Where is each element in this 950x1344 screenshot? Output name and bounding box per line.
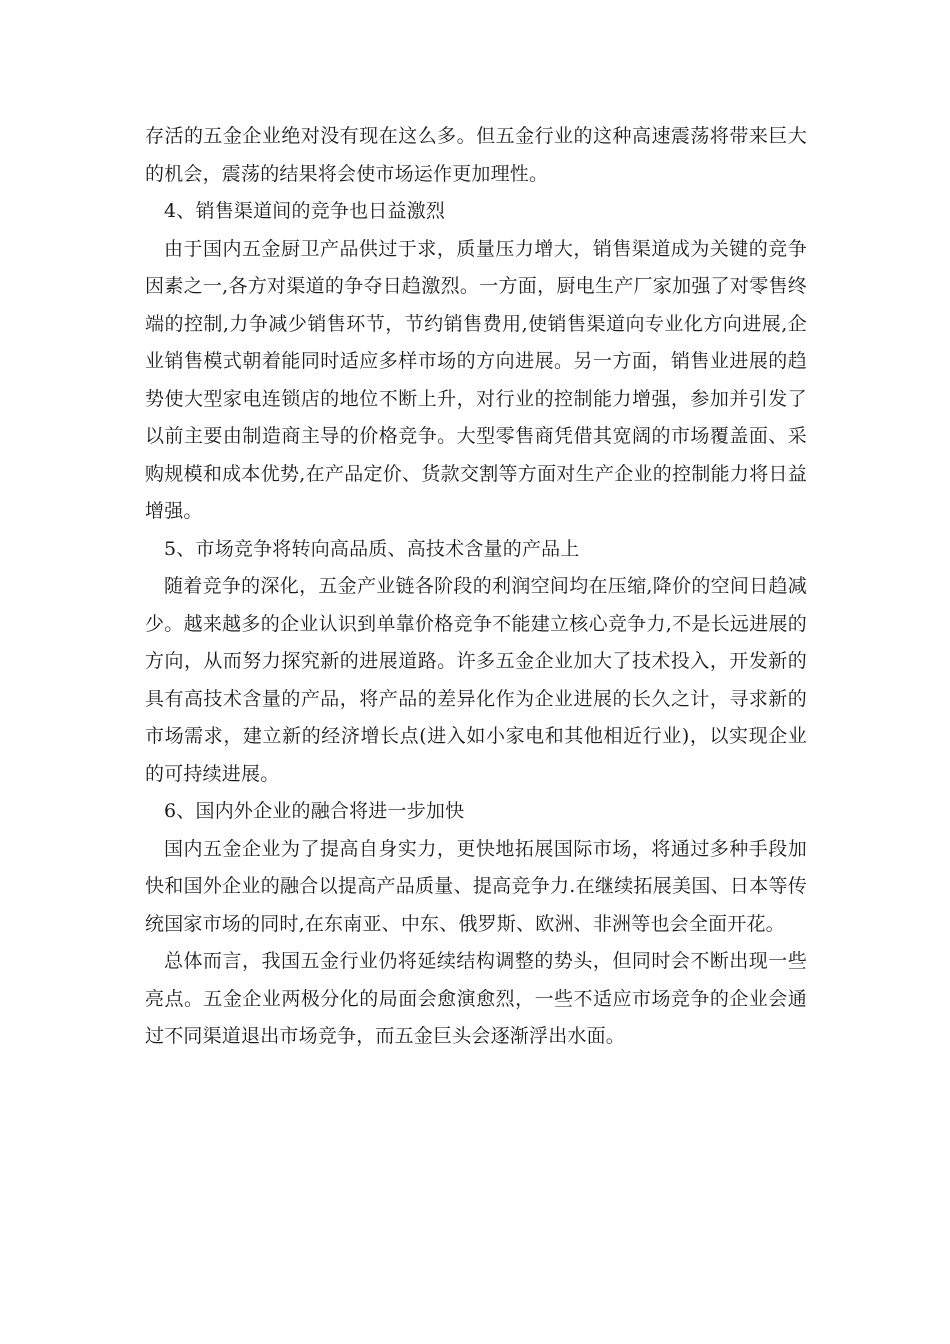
- document-body: [145, 118, 807, 1056]
- paragraph-integration: 国内五金企业为了提高自身实力，更快地拓展国际市场，将通过多种手段加快和国外企业的融合以提高产品质量、提高竞争力.在继续拓展美国、日本等传统国家市场的同时,在东南亚、中东、俄罗斯、欧洲、非洲等也会全面开花。: [145, 837, 807, 935]
- paragraph-sales-channel: 由于国内五金厨卫产品供过于求，质量压力增大，销售渠道成为关键的竞争因素之一,各方对渠道的争夺日趋激烈。一方面，厨电生产厂家加强了对零售终端的控制,力争减少销售环节，节约销售费用,使销售渠道向专业化方向进展,企业销售模式朝着能同时适应多样市场的方向进展。另一方面，销售业进展的趋势使大型家电连锁店的地位不断上升，对行业的控制能力增强，参加并引发了以前主要由制造商主导的价格竞争。大型零售商凭借其宽阔的市场覆盖面、采购规模和成本优势,在产品定价、货款交割等方面对生产企业的控制能力将日益增强。: [145, 237, 807, 522]
- heading-6-domestic-foreign-integration: 6、国内外企业的融合将进一步加快: [164, 800, 465, 822]
- heading-4-sales-channel-competition: 4、销售渠道间的竞争也日益激烈: [164, 200, 446, 222]
- paragraph-summary: 总体而言，我国五金行业仍将延续结构调整的势头，但同时会不断出现一些亮点。五金企业两极分化的局面会愈演愈烈，一些不适应市场竞争的企业会通过不同渠道退出市场竞争，而五金巨头会逐渐浮出水面。: [145, 950, 807, 1047]
- heading-5-high-quality-products: 5、市场竞争将转向高品质、高技术含量的产品上: [164, 537, 580, 560]
- paragraph-1: 存活的五金企业绝对没有现在这么多。但五金行业的这种高速震荡将带来巨大的机会，震荡的结果将会使市场运作更加理性。: [145, 125, 807, 185]
- paragraph-high-tech: 随着竞争的深化，五金产业链各阶段的利润空间均在压缩,降价的空间日趋减少。越来越多的企业认识到单靠价格竞争不能建立核心竞争力,不是长远进展的方向，从而努力探究新的进展道路。许多五金企业加大了技术投入，开发新的具有高技术含量的产品，将产品的差异化作为企业进展的长久之计，寻求新的市场需求，建立新的经济增长点(进入如小家电和其他相近行业)，以实现企业的可持续进展。: [145, 575, 807, 785]
